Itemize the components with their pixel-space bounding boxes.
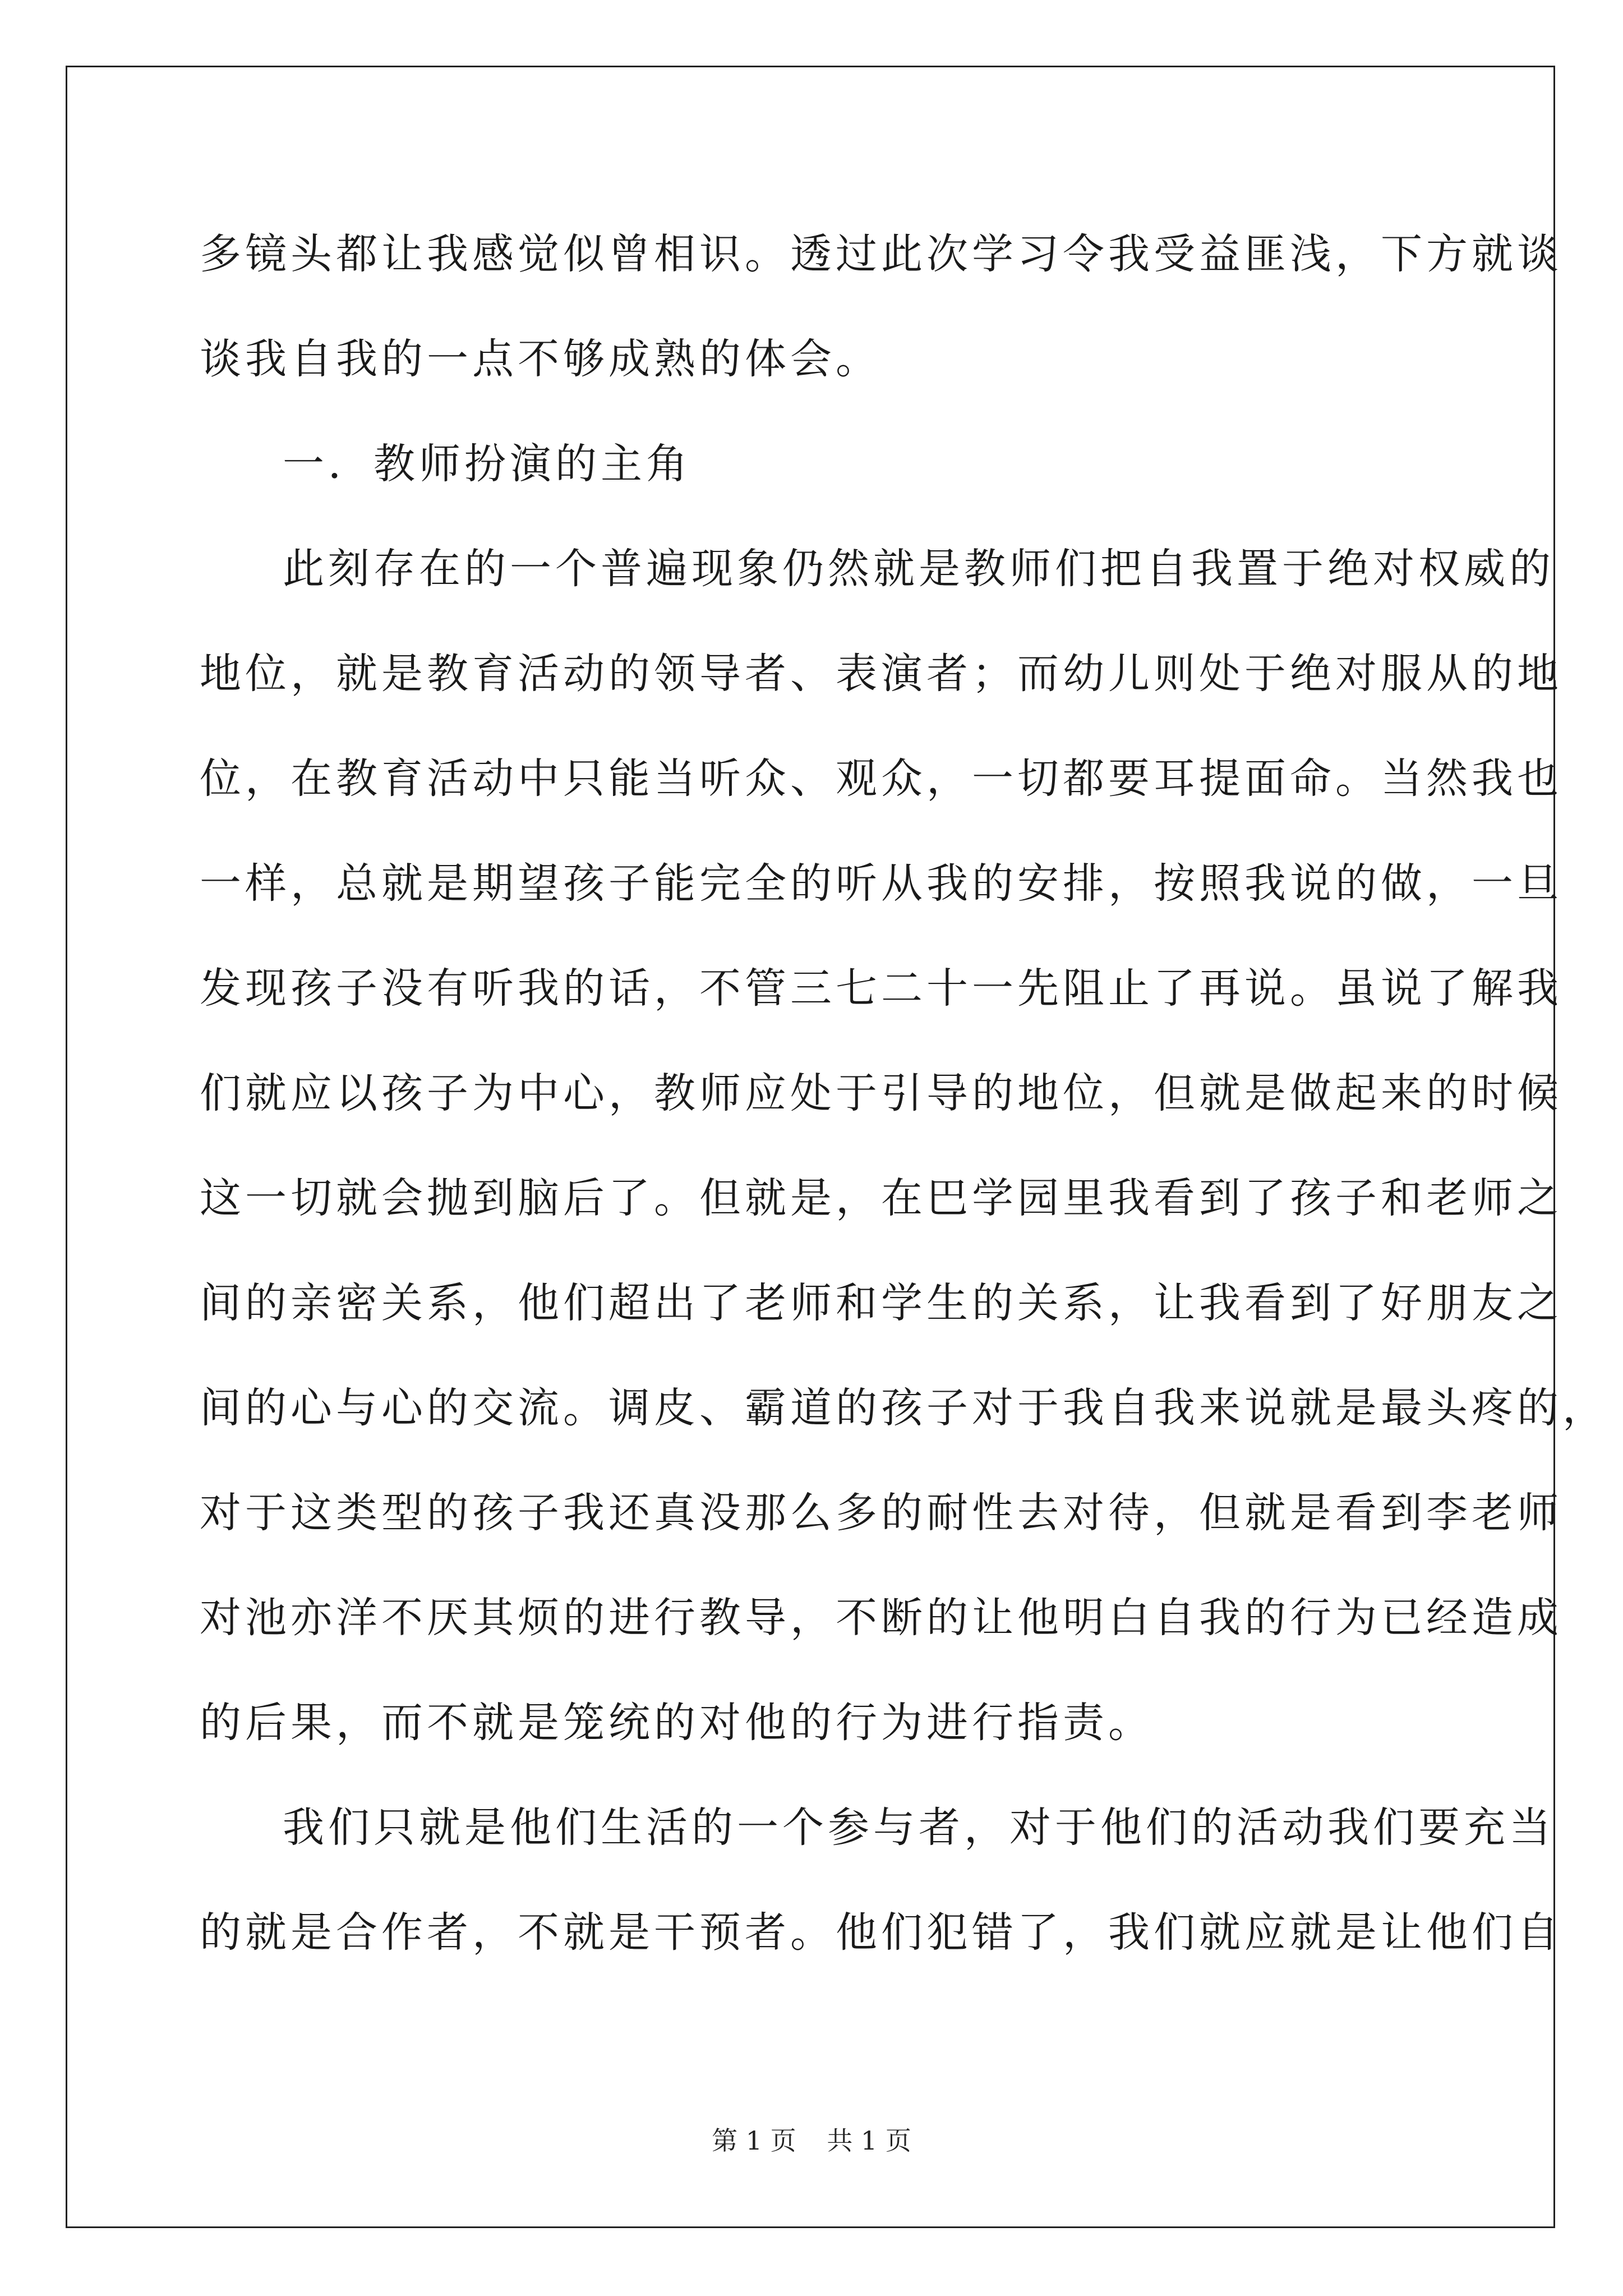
text-line: 多镜头都让我感觉似曾相识。透过此次学习令我受益匪浅，下方就谈 (200, 230, 1562, 278)
text-line: 谈我自我的一点不够成熟的体会。 (200, 335, 881, 383)
text-line: 间的心与心的交流。调皮、霸道的孩子对于我自我来说就是最头疼的， (200, 1384, 1608, 1432)
page-number: 第 1 页 (712, 2125, 796, 2156)
text-line: 间的亲密关系，他们超出了老师和学生的关系，让我看到了好朋友之 (200, 1279, 1562, 1327)
page-total: 共 1 页 (827, 2125, 911, 2156)
text-line: 的就是合作者，不就是干预者。他们犯错了，我们就应就是让他们自 (200, 1908, 1562, 1957)
text-line: 这一切就会抛到脑后了。但就是，在巴学园里我看到了孩子和老师之 (200, 1174, 1562, 1222)
text-line: 我们只就是他们生活的一个参与者，对于他们的活动我们要充当 (283, 1803, 1555, 1852)
page-footer (0, 2124, 1623, 2157)
text-line: 地位，就是教育活动的领导者、表演者；而幼儿则处于绝对服从的地 (200, 650, 1562, 698)
text-line: 对于这类型的孩子我还真没那么多的耐性去对待，但就是看到李老师 (200, 1489, 1562, 1537)
text-line: 一样，总就是期望孩子能完全的听从我的安排，按照我说的做，一旦 (200, 859, 1562, 908)
text-line: 此刻存在的一个普遍现象仍然就是教师们把自我置于绝对权威的 (283, 545, 1555, 593)
section-heading: 一．教师扮演的主角 (283, 440, 691, 488)
text-line: 对池亦洋不厌其烦的进行教导，不断的让他明白自我的行为已经造成 (200, 1594, 1562, 1642)
document-body (200, 202, 1608, 1985)
text-line: 们就应以孩子为中心，教师应处于引导的地位，但就是做起来的时候 (200, 1069, 1562, 1117)
text-line: 发现孩子没有听我的话，不管三七二十一先阻止了再说。虽说了解我 (200, 964, 1562, 1013)
text-line: 的后果，而不就是笼统的对他的行为进行指责。 (200, 1699, 1154, 1747)
text-line: 位，在教育活动中只能当听众、观众，一切都要耳提面命。当然我也 (200, 754, 1562, 803)
